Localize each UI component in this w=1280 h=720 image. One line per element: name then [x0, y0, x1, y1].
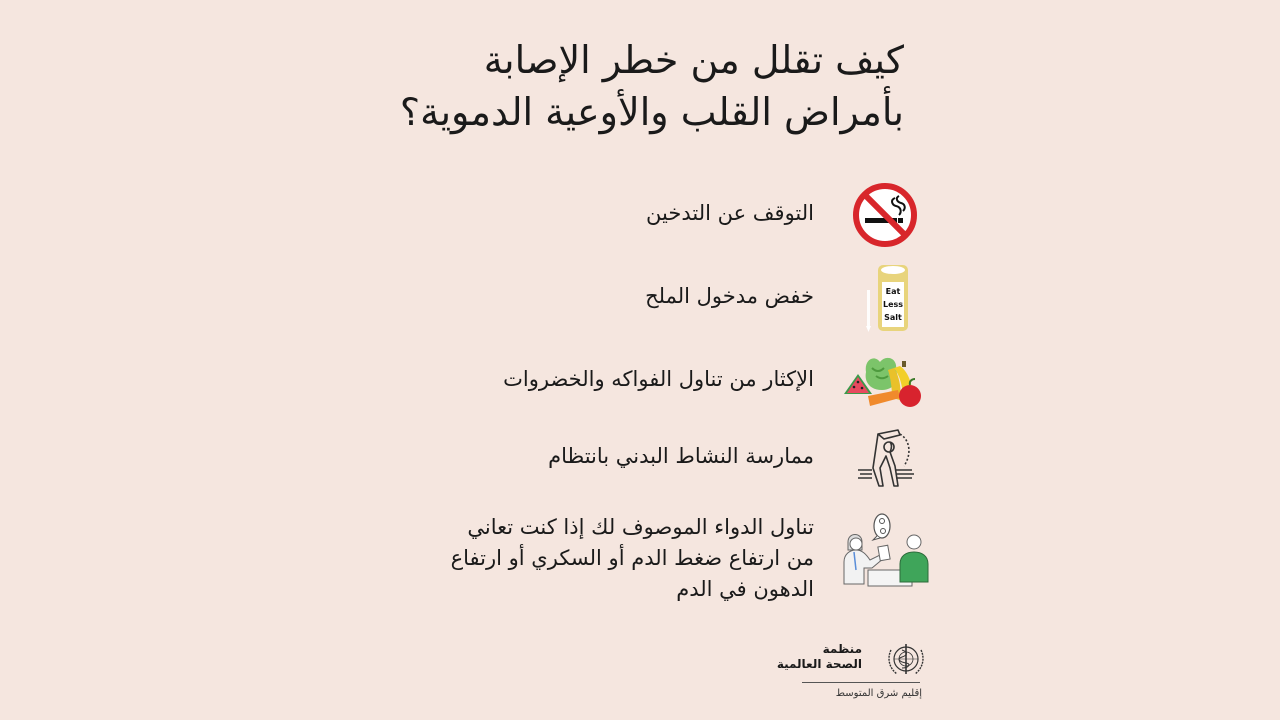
tip-take-medication — [451, 512, 814, 605]
salt-shaker-icon — [862, 262, 912, 334]
doctor-patient-icon — [838, 512, 936, 594]
tip-medication-line-1: تناول الدواء الموصوف لك إذا كنت تعاني — [467, 515, 814, 539]
fruits-vegetables-icon — [842, 352, 930, 412]
logo-divider — [802, 682, 920, 683]
svg-text:Eat: Eat — [885, 287, 901, 296]
tip-medication-line-3: الدهون في الدم — [676, 577, 814, 601]
svg-text:Less: Less — [882, 300, 904, 309]
who-emro-logo — [776, 640, 930, 706]
tip-reduce-salt: خفض مدخول الملح — [645, 284, 814, 308]
tip-quit-smoking: التوقف عن التدخين — [646, 201, 814, 225]
who-name: منظمة الصحة العالمية — [776, 642, 862, 671]
no-smoking-icon — [851, 181, 919, 249]
who-emblem-icon — [886, 640, 926, 678]
stretching-person-icon — [856, 426, 918, 490]
tip-physical-activity: ممارسة النشاط البدني بانتظام — [548, 444, 814, 468]
tip-medication-line-2: من ارتفاع ضغط الدم أو السكري أو ارتفاع — [450, 546, 814, 570]
svg-text:Salt: Salt — [884, 313, 902, 322]
who-region: إقليم شرق المتوسط — [835, 688, 922, 699]
title-line-2: بأمراض القلب والأوعية الدموية؟ — [399, 90, 904, 134]
title-line-1: كيف تقلل من خطر الإصابة — [483, 38, 904, 82]
tip-eat-fruits-vegetables: الإكثار من تناول الفواكه والخضروات — [503, 367, 814, 391]
page-title — [400, 34, 904, 138]
